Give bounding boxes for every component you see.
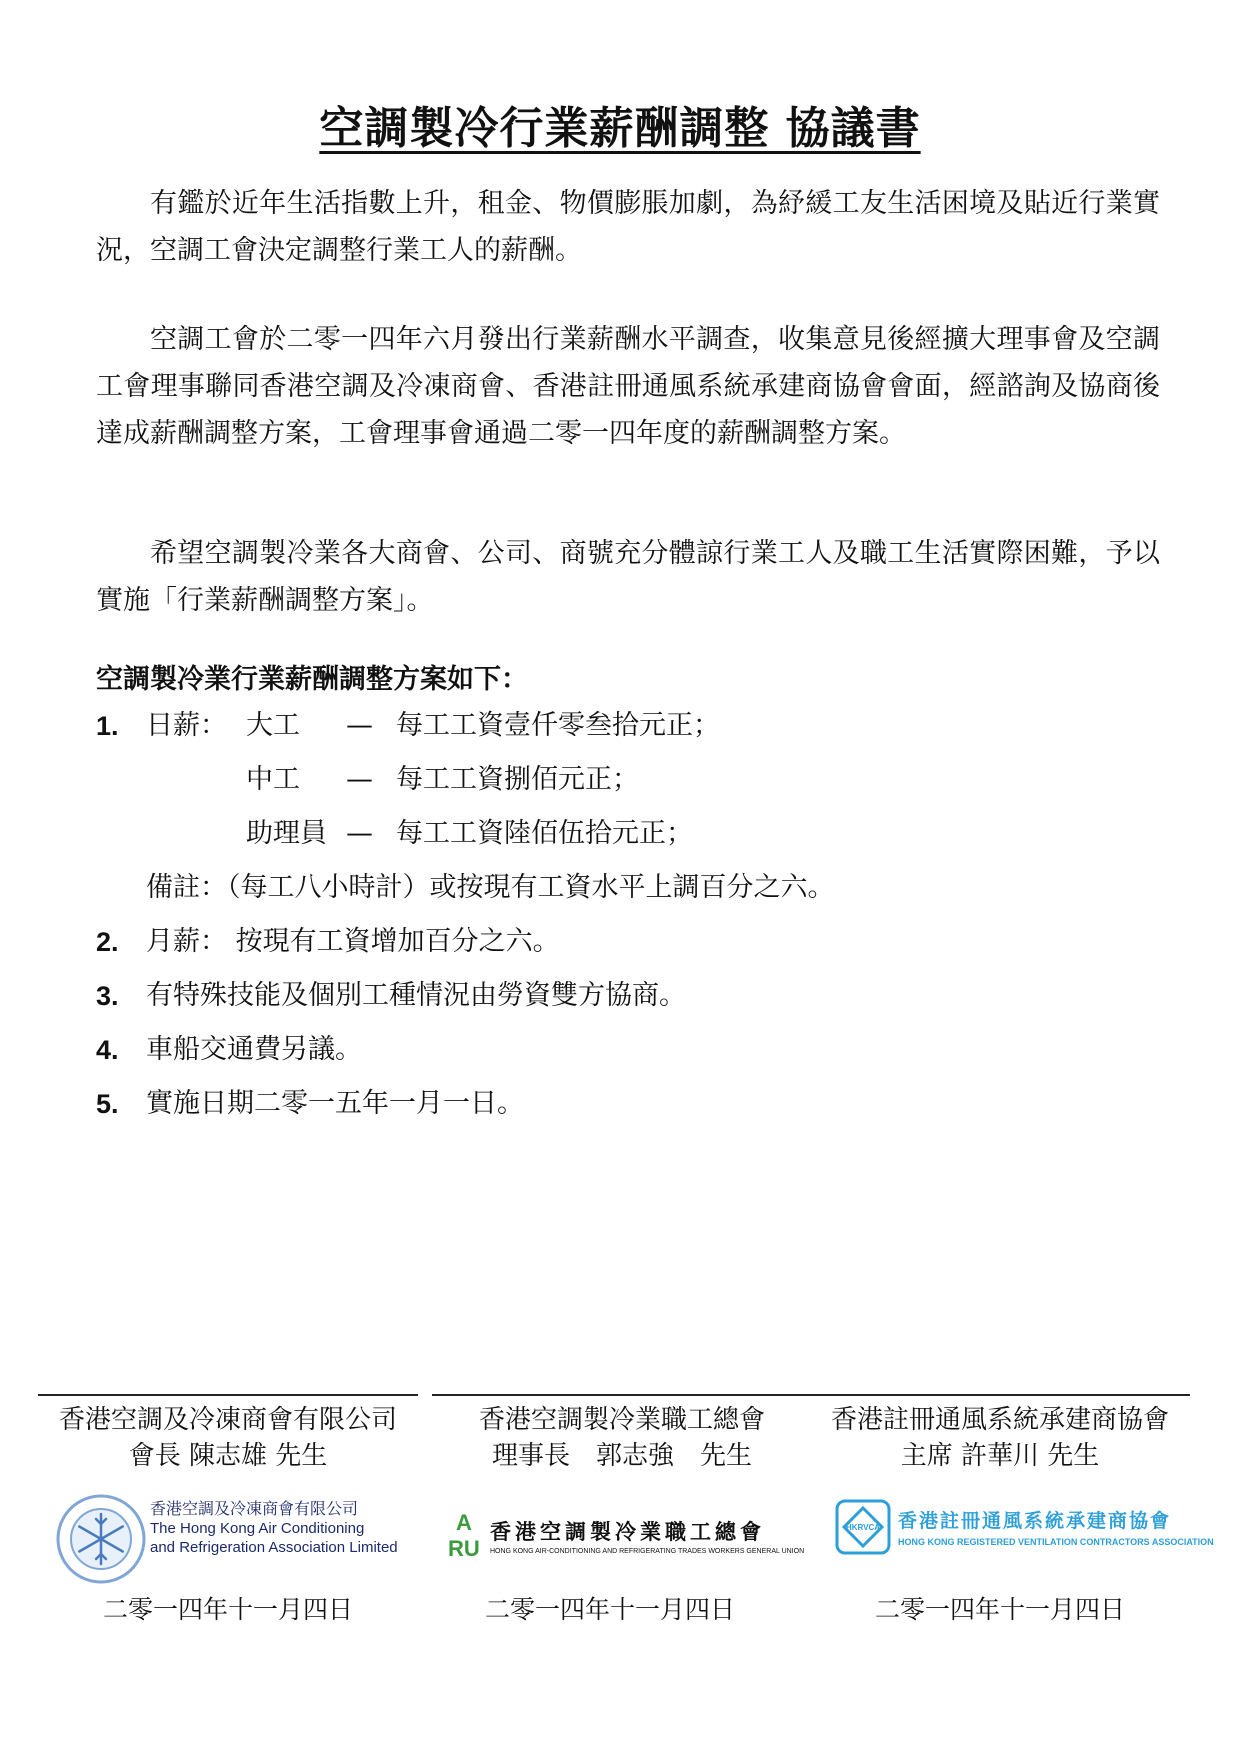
signatory-org: 香港空調及冷凍商會有限公司 [58,1405,397,1435]
wage-amount: 每工工資捌佰元正； [396,764,639,795]
wage-grade: 中工 [246,764,300,795]
wage-amount: 每工工資陸佰伍拾元正； [396,818,693,849]
snowflake-seal-icon [56,1494,146,1584]
aru-mark-icon [446,1510,486,1560]
hkrvca-emblem-icon [834,1498,892,1556]
appeal-paragraph: 希望空調製冷業各大商會、公司、商號充分體諒行業工人及職工生活實際困難，予以實施「行業薪酬調整方案」。 [96,538,1160,616]
hkacra-logo-text: 香港空調及冷凍商會有限公司 The Hong Kong Air Conditioning and Refrigeration Association Limited [150,1499,398,1556]
svg-text:RU: RU [448,1536,480,1560]
signatory-org: 香港空調製冷業職工總會 [478,1405,765,1435]
aru-logo [446,1510,486,1564]
signatory-person: 會長 陳志雄 先生 [128,1441,328,1471]
hkacra-logo [56,1494,146,1588]
signatory-org: 香港註冊通風系統承建商協會 [830,1405,1169,1435]
signatory-person: 主席 許華川 先生 [900,1441,1100,1471]
hkrvca-logo [834,1498,892,1560]
signatory-person: 理事長 郭志強 先生 [491,1441,752,1471]
signatory-block [38,1394,418,1474]
signature-date: 二零一四年十一月四日 [484,1595,735,1624]
wage-grade: 助理員 [246,818,327,849]
signatory-block [432,1394,812,1474]
background-paragraph: 空調工會於二零一四年六月發出行業薪酬水平調查，收集意見後經擴大理事會及空調工會理事聯同香港空調及冷凍商會、香港註冊通風系統承建商協會會面，經諮詢及協商後達成薪酬調整方案，工會理事會通過二零一四年度的薪酬調整方案。 [96,324,1160,449]
page-title: 空調製冷行業薪酬調整 協議書 [319,103,921,154]
signatory-block [810,1394,1190,1474]
plan-heading: 空調製冷業行業薪酬調整方案如下： [96,664,528,695]
intro-paragraph: 有鑑於近年生活指數上升，租金、物價膨脹加劇，為紓緩工友生活困境及貼近行業實況，空調工會決定調整行業工人的薪酬。 [96,188,1160,266]
hkrvca-logo-text: 香港註冊通風系統承建商協會 HONG KONG REGISTERED VENTILATION CONTRACTORS ASSOCIATION [898,1510,1214,1547]
wage-amount: 每工工資壹仟零叁拾元正； [396,710,720,741]
signature-date: 二零一四年十一月四日 [102,1595,353,1624]
svg-text:A: A [456,1510,472,1535]
aru-logo-text: 香港空調製冷業職工總會 HONG KONG AIR-CONDITIONING AND REFRIGERATING TRADES WORKERS GENERAL UNION [490,1520,805,1555]
signature-date: 二零一四年十一月四日 [874,1595,1125,1624]
wage-grade: 大工 [246,710,300,741]
svg-text:HKRVCA: HKRVCA [845,1523,881,1532]
